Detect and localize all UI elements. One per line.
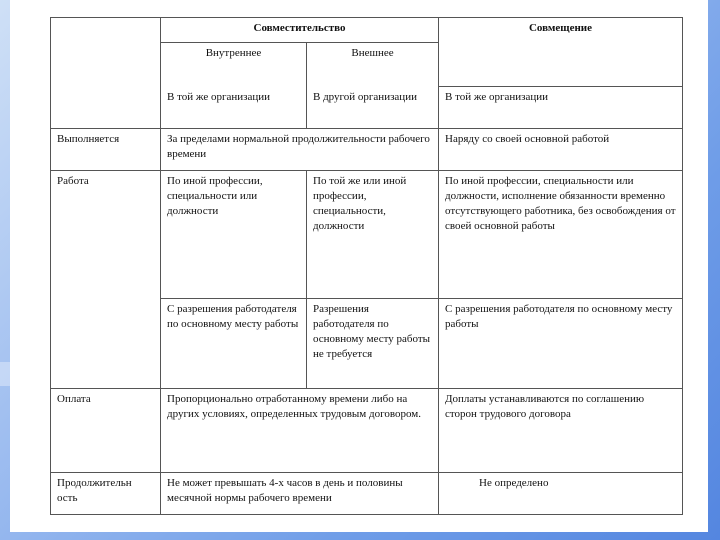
comparison-table	[50, 17, 683, 515]
permission-internal: С разрешения работодателя по основному месту работы	[161, 299, 307, 389]
corner-cell	[51, 18, 161, 129]
duration-sovmeshchenie: Не определено	[439, 473, 683, 515]
header-other-org: В другой организации	[307, 87, 439, 129]
header-sovmestitelstvo: Совместительство	[161, 18, 439, 43]
payment-sovmeshchenie: Доплаты устанавливаются по соглашению сторон трудового договора	[439, 389, 683, 473]
work-sovmeshchenie: По иной профессии, специальности или должности, исполнение обязанности временно отсутствующего работника, без освобождения от своей основной работы	[439, 171, 683, 299]
performed-sovmeshchenie: Наряду со своей основной работой	[439, 129, 683, 171]
row-label-duration: Продолжительн ость	[51, 473, 161, 515]
slide-sheet	[10, 0, 708, 532]
work-external: По той же или иной профессии, специальности, должности	[307, 171, 439, 299]
header-vneshnee: Внешнее	[307, 43, 439, 87]
header-same-org-1: В той же организации	[161, 87, 307, 129]
header-same-org-2: В той же организации	[439, 87, 683, 129]
performed-sovmestitelstvo: За пределами нормальной продолжительности рабочего времени	[161, 129, 439, 171]
duration-sovmestitelstvo: Не может превышать 4-х часов в день и половины месячной нормы рабочего времени	[161, 473, 439, 515]
permission-sovmeshchenie: С разрешения работодателя по основному месту работы	[439, 299, 683, 389]
payment-sovmestitelstvo: Пропорционально отработанному времени либо на других условиях, определенных трудовым договором.	[161, 389, 439, 473]
header-vnutrennee: Внутреннее	[161, 43, 307, 87]
permission-external: Разрешения работодателя по основному месту работы не требуется	[307, 299, 439, 389]
header-sovmeshchenie: Совмещение	[439, 18, 683, 87]
row-label-performed: Выполняется	[51, 129, 161, 171]
background-stripe	[0, 362, 10, 386]
row-label-payment: Оплата	[51, 389, 161, 473]
row-label-work: Работа	[51, 171, 161, 389]
work-internal: По иной профессии, специальности или должности	[161, 171, 307, 299]
